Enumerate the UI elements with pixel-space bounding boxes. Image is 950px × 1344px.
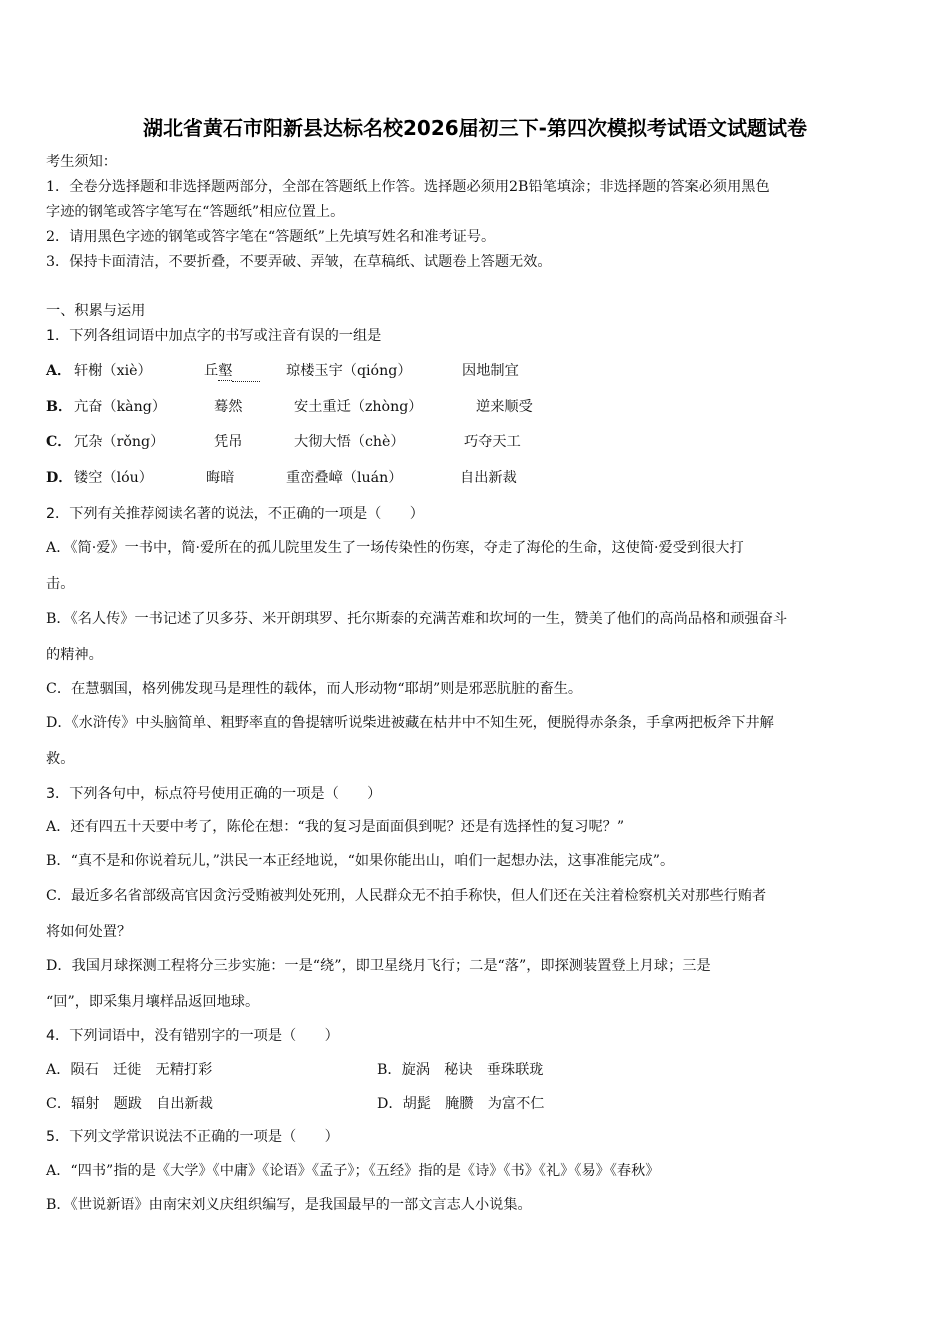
q4-option-c: C．辐射 题跋 自出新裁 xyxy=(46,1096,213,1112)
notice-item-1-cont: 字迹的钢笔或答字笔写在“答题纸”相应位置上。 xyxy=(46,204,345,220)
dotted-underline xyxy=(232,369,260,382)
q1-d-term-2: 晦暗 xyxy=(206,470,235,486)
option-label: D． xyxy=(46,470,73,486)
notice-item-3: 3．保持卡面清洁，不要折叠，不要弄破、弄皱，在草稿纸、试题卷上答题无效。 xyxy=(46,254,552,270)
notice-item-1: 1．全卷分选择题和非选择题两部分，全部在答题纸上作答。选择题必须用2B铅笔填涂；非选择题的答案必须用黑色 xyxy=(46,179,770,195)
section-heading: 一、积累与运用 xyxy=(46,303,146,319)
q1-c-term-2: 凭吊 xyxy=(214,434,243,450)
q5-option-b: B．《世说新语》由南宋刘义庆组织编写，是我国最早的一部文言志人小说集。 xyxy=(46,1197,532,1213)
option-label: C． xyxy=(46,434,72,450)
question-5-stem: 5．下列文学常识说法不正确的一项是（ ） xyxy=(46,1129,339,1145)
q1-c-term-3: 大彻大悟（chè） xyxy=(294,434,405,450)
q2-option-c: C．在慧骃国，格列佛发现马是理性的载体，而人形动物“耶胡”则是邪恶肮脏的畜生。 xyxy=(46,681,583,697)
option-label: A． xyxy=(46,363,72,379)
q4-option-d: D．胡髭 腌臜 为富不仁 xyxy=(377,1096,545,1112)
question-1-stem: 1．下列各组词语中加点字的书写或注音有误的一组是 xyxy=(46,328,382,344)
q3-option-c-cont: 将如何处置？ xyxy=(46,924,132,940)
q1-d-term-4: 自出新裁 xyxy=(460,470,517,486)
question-3-stem: 3．下列各句中，标点符号使用正确的一项是（ ） xyxy=(46,786,382,802)
dotted-emphasis: 壑 xyxy=(218,363,233,379)
q2-option-a: A．《简·爱》一书中，简·爱所在的孤儿院里发生了一场传染性的伤寒，夺走了海伦的生命，这使简·爱受到很大打 xyxy=(46,540,744,556)
question-4-stem: 4．下列词语中，没有错别字的一项是（ ） xyxy=(46,1028,339,1044)
q2-option-d: D．《水浒传》中头脑简单、粗野率直的鲁提辖听说柴进被藏在枯井中不知生死，便脱得赤条条，手拿两把板斧下井解 xyxy=(46,715,774,731)
q1-c-term-1: 冗杂（rǒng） xyxy=(74,434,165,450)
page-title: 湖北省黄石市阳新县达标名校2026届初三下-第四次模拟考试语文试题试卷 xyxy=(143,116,807,140)
q2-option-b-cont: 的精神。 xyxy=(46,647,103,663)
q1-a-term-4: 因地制宜 xyxy=(462,363,519,379)
q4-option-b: B．旋涡 秘诀 垂珠联珑 xyxy=(377,1062,544,1078)
q3-option-c: C．最近多名省部级高官因贪污受贿被判处死刑，人民群众无不拍手称快，但人们还在关注着检察机关对那些行贿者 xyxy=(46,888,767,904)
question-2-stem: 2．下列有关推荐阅读名著的说法，不正确的一项是（ ） xyxy=(46,506,424,522)
option-label: B． xyxy=(46,399,73,415)
q1-d-term-3: 重峦叠嶂（luán） xyxy=(286,470,403,486)
q1-b-term-2: 蓦然 xyxy=(214,399,243,415)
q1-b-term-4: 逆来顺受 xyxy=(476,399,533,415)
q1-a-term-1: 轩榭（xiè） xyxy=(74,363,152,379)
q3-option-a: A．还有四五十天要中考了，陈伦在想：“我的复习是面面俱到呢？还是有选择性的复习呢？” xyxy=(46,819,625,835)
q2-option-b: B．《名人传》一书记述了贝多芬、米开朗琪罗、托尔斯泰的充满苦难和坎坷的一生，赞美了他们的高尚品格和顽强奋斗 xyxy=(46,611,788,627)
q3-option-d-cont: “回”，即采集月壤样品返回地球。 xyxy=(46,994,260,1010)
q3-option-d: D．我国月球探测工程将分三步实施：一是“绕”，即卫星绕月飞行；二是“落”，即探测装置登上月球；三是 xyxy=(46,958,711,974)
q3-option-b: B．“真不是和你说着玩儿，”洪民一本正经地说，“如果你能出山，咱们一起想办法，这事准能完成”。 xyxy=(46,853,675,869)
q1-d-term-1: 镂空（lóu） xyxy=(74,470,153,486)
q4-option-a: A．陨石 迁徙 无精打彩 xyxy=(46,1062,213,1078)
q5-option-a: A．“四书”指的是《大学》《中庸》《论语》《孟子》；《五经》指的是《诗》《书》《礼》《易》《春秋》 xyxy=(46,1163,660,1179)
notice-heading: 考生须知： xyxy=(46,154,117,170)
notice-item-2: 2．请用黑色字迹的钢笔或答字笔在“答题纸”上先填写姓名和准考证号。 xyxy=(46,229,496,245)
q1-a-term-2: 丘壑 xyxy=(204,361,260,382)
q1-b-term-3: 安土重迁（zhòng） xyxy=(294,399,423,415)
q1-b-term-1: 亢奋（kàng） xyxy=(74,399,167,415)
q2-option-a-cont: 击。 xyxy=(46,576,75,592)
q1-c-term-4: 巧夺天工 xyxy=(464,434,521,450)
q1-a-term-3: 琼楼玉宇（qióng） xyxy=(286,363,412,379)
q2-option-d-cont: 救。 xyxy=(46,751,75,767)
